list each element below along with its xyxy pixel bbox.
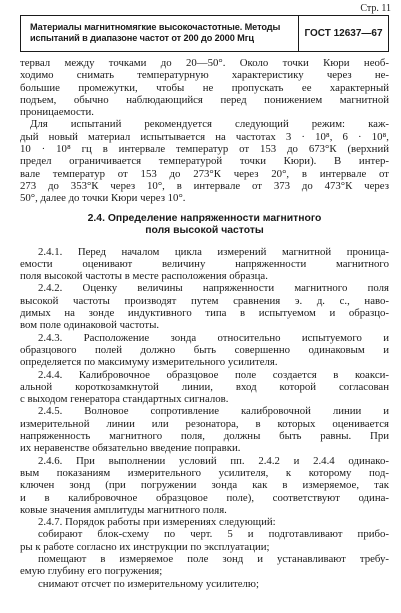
text-line: 2.4.6. При выполнении условий пп. 2.4.2 и 2.4.4 одинако- bbox=[38, 454, 389, 467]
text-line: измерительной линии или резонатора, в которых оценивается bbox=[20, 417, 389, 430]
text-line: определяется по максимуму измерительного усилителя. bbox=[20, 356, 278, 369]
text-line: подъем, обычно наблюдающийся перед понижением магнитной bbox=[20, 93, 389, 106]
text-line: образцового полей должно быть совершенно одинаковым и bbox=[20, 343, 389, 356]
text-line: вом поле одинаковой частоты. bbox=[20, 319, 160, 332]
header-title-line-1: Материалы магнитномягкие высокочастотные. Методы bbox=[30, 22, 281, 32]
text-line: большие промежутки, чтобы не пропускать ее характерный bbox=[20, 81, 389, 94]
text-line: помещают в измеряемое поле зонд и устанавливают требу- bbox=[38, 552, 389, 565]
text-line: 2.4.3. Расположение зонда относительно испытуемого и bbox=[38, 331, 389, 344]
header-title-line-2: испытаний в диапазоне частот от 200 до 2000 Мгц bbox=[30, 33, 254, 43]
text-line: их неравенстве обязательно введение поправки. bbox=[20, 442, 241, 455]
document-header bbox=[20, 15, 389, 52]
text-line: проницаемости. bbox=[20, 106, 94, 119]
section-title-line-2: поля высокой частоты bbox=[145, 225, 264, 237]
text-line: 2.4.5. Волновое сопротивление калибровочной линии и bbox=[38, 405, 389, 418]
document-body bbox=[20, 57, 389, 590]
text-line: Для испытаний рекомендуется следующий режим: каж- bbox=[30, 118, 389, 131]
text-line: емости оценивают величину напряженности магнитного bbox=[20, 257, 389, 270]
section-title-line-1: 2.4. Определение напряженности магнитного bbox=[87, 212, 322, 224]
text-line: ключен зонд (при погружении зонда как в измеряемое, так bbox=[20, 479, 389, 492]
text-line: предел ограничивается температурой точки Кюри). В интер- bbox=[20, 155, 389, 168]
text-line: емую глубину его погружения; bbox=[20, 565, 163, 578]
item-2-4-2 bbox=[20, 282, 389, 331]
text-line: вале температур от 153 до 273°К через 20°, в интервале от bbox=[20, 167, 389, 180]
text-line: тервал между точками до 20—50°. Около точки Кюри необ- bbox=[20, 57, 389, 69]
regime-paragraph bbox=[20, 118, 389, 204]
text-line: альной короткозамкнутой линии, вход которой согласован bbox=[20, 380, 389, 393]
page-number: Стр. 11 bbox=[360, 3, 391, 14]
text-line: ковые значения амплитуды магнитного поля. bbox=[20, 503, 227, 516]
text-line: 50°, далее до точки Кюри через 10°. bbox=[20, 192, 186, 205]
text-line: высокой частоты производят путем сравнения э. д. с., наво- bbox=[20, 294, 389, 307]
item-2-4-1 bbox=[20, 246, 389, 283]
intro-paragraph bbox=[20, 57, 389, 118]
text-line: 2.4.2. Оценку величины напряженности магнитного поля bbox=[38, 282, 389, 295]
text-line: 2.4.1. Перед началом цикла измерений магнитной проница- bbox=[38, 245, 389, 258]
item-2-4-5 bbox=[20, 405, 389, 454]
text-line: 10 · 10⁸ гц в интервале температур от 153 до 673°К (верхний bbox=[20, 143, 389, 156]
text-line: напряженность магнитного поля, должны быть равны. При bbox=[20, 430, 389, 443]
text-line: поля высокой частоты в месте расположения образца. bbox=[20, 270, 268, 283]
text-line: 273 до 353°К через 10°, в интервале от 373 до 473°К через bbox=[20, 179, 389, 192]
text-line: дый новый материал испытывается на частотах 3 · 10⁸, 6 · 10⁸, bbox=[20, 130, 389, 143]
item-2-4-6 bbox=[20, 455, 389, 516]
text-line: и в калибровочное образцовое поле), соответствуют одина- bbox=[20, 491, 389, 504]
text-line: снимают отсчет по измерительному усилителю; bbox=[38, 577, 259, 590]
text-line: с выходом генератора стандартных сигналов. bbox=[20, 393, 229, 406]
item-2-4-4 bbox=[20, 369, 389, 406]
header-title bbox=[21, 16, 299, 51]
text-line: 2.4.7. Порядок работы при измерениях следующий: bbox=[38, 516, 276, 529]
item-2-4-3 bbox=[20, 332, 389, 369]
text-line: ходимо снимать температурную характеристику через не- bbox=[20, 69, 389, 82]
text-line: ры к работе согласно их инструкции по эксплуатации; bbox=[20, 540, 270, 553]
item-2-4-7 bbox=[20, 516, 389, 590]
text-line: вым показаниям измерительного усилителя, к которому под- bbox=[20, 466, 389, 479]
text-line: собирают блок-схему по черт. 5 и подготавливают прибо- bbox=[38, 528, 389, 541]
standard-number: ГОСТ 12637—67 bbox=[304, 28, 383, 39]
text-line: димых на зонде индуктивного типа в испытуемом и образцо- bbox=[20, 307, 389, 320]
text-line: 2.4.4. Калибровочное образцовое поле создается в коакси- bbox=[38, 368, 389, 381]
